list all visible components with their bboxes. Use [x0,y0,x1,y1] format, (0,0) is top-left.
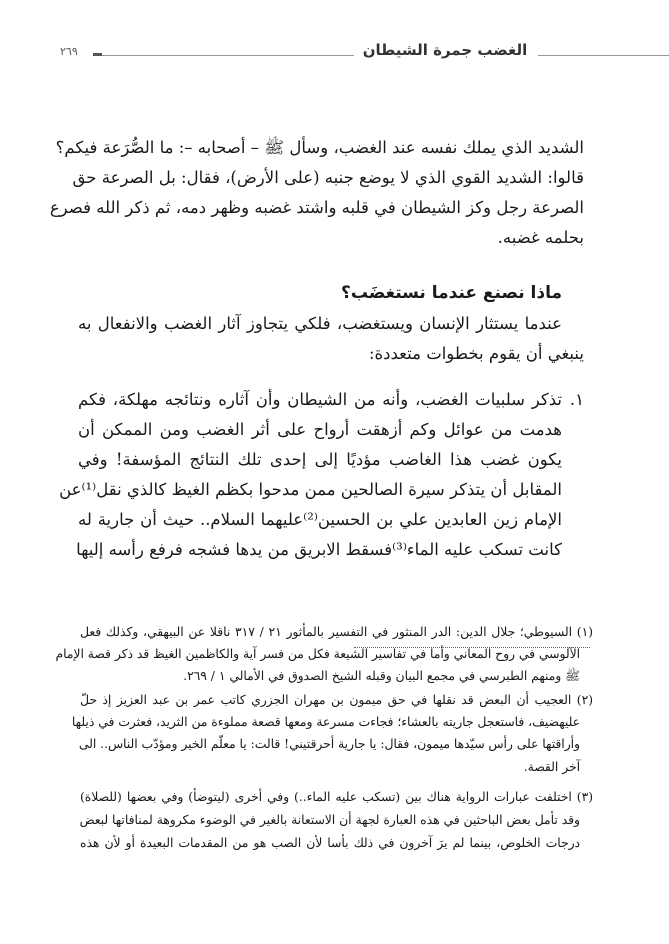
list-number: ١. [569,390,584,409]
body-line: عندما يستثار الإنسان ويستغضب، فلكي يتجاوز آثار الغضب والانفعال به [78,314,562,333]
list-line: كانت تسكب عليه الماء⁽³⁾فسقط الابريق من يدها فشجه فرفع رأسه إليها [76,540,562,559]
footnote-3-line: وقد تأمل بعض الباحثين في هذه العبارة لجهة أن الاستعانة بالغير في الوضوء مكروهة لمنافاتها لبعض [79,813,580,827]
list-line: المقابل أن يتذكر سيرة الصالحين ممن مدحوا بكظم الغيظ كالذي نقل⁽¹⁾عن [59,480,562,499]
footnote-1-line: (١) السيوطي؛ جلال الدين: الدر المنثور في التفسير بالمأثور ٢١ / ٣١٧ ناقلا عن البيهقي، وكذلك فعل [80,625,593,639]
list-line: الإمام زين العابدين علي بن الحسين⁽²⁾عليهما السلام.. حيث أن جارية له [78,510,562,529]
footnote-1-line: الآلوسي في روح المعاني وأما في تفاسير الشيعة فكل من فسر آية والكاظمين الغيظ قد ذكر قصة الإمام [55,647,580,661]
header-rule-left [102,55,354,56]
body-line: الشديد الذي يملك نفسه عند الغضب، وسأل ﷺ – أصحابه –: ما الصُّرَعة فيكم؟ [55,138,584,157]
page-number: ٢٦٩ [60,45,78,58]
footnote-2-line: عليهضيف، فاستعجل جاريته بالعشاء؛ فجاءت مسرعة ومعها قصعة مملوءة من الثريد، فعثرت في ذيلها [71,715,580,729]
footnote-3-line: درجات الخلوص، بينما لم يرَ آخرون في ذلك بأسا لأن الصب هو من المقدمات البعيدة أو لأن هذه [80,836,580,850]
footnote-2-line: وأراقتها على رأس سيّدها ميمون، فقال: يا جارية أحرقتيني! قالت: يا معلّم الخير ومؤدّب الناس.. الى [78,737,580,751]
body-line: بحلمه غضبه. [497,228,584,247]
list-line: يكون غضب هذا الغاضب مؤديًا إلى إحدى تلك النتائج المؤسفة! وفي [78,450,562,469]
footnote-2-line: (٢) العجيب أن البعض قد نقلها في حق ميمون بن مهران الجزري كاتب عمر بن عبد العزيز إذ حلّ [80,693,593,707]
body-line: قالوا: الشديد القوي الذي لا يوضع جنبه (على الأرض)، فقال: بل الصرعة حق [72,168,584,187]
header-rule-right [538,55,669,56]
page-number-dash [93,53,102,56]
footnote-2-line: آخر القصة. [523,760,580,774]
section-heading: ماذا نصنع عندما نستغضَب؟ [340,283,562,303]
body-line: ينبغي أن يقوم بخطوات متعددة: [368,344,584,363]
list-line: هدمت من عوائل وكم أزهقت أرواح على أثر الغضب ومن الممكن أن [78,420,562,439]
running-header-title: الغضب جمرة الشيطان [362,41,528,59]
body-line: الصرعة رجل وكز الشيطان في قلبه واشتد غضبه وظهر دمه، ثم ذكر الله فصرع [49,198,584,217]
footnote-3-line: (٣) اختلفت عبارات الرواية هناك بين (تسكب عليه الماء..) وفي أخرى (ليتوضأ) وفي بعضها (للصلاة) [80,790,593,804]
footnote-1-line: ﷺ ومنهم الطبرسي في مجمع البيان وقبله الشيخ الصدوق في الأمالي ١ / ٢٦٩. [183,669,580,683]
list-line: تذكر سلبيات الغضب، وأنه من الشيطان وأن آثاره ونتائجه مهلكة، فكم [78,390,562,409]
